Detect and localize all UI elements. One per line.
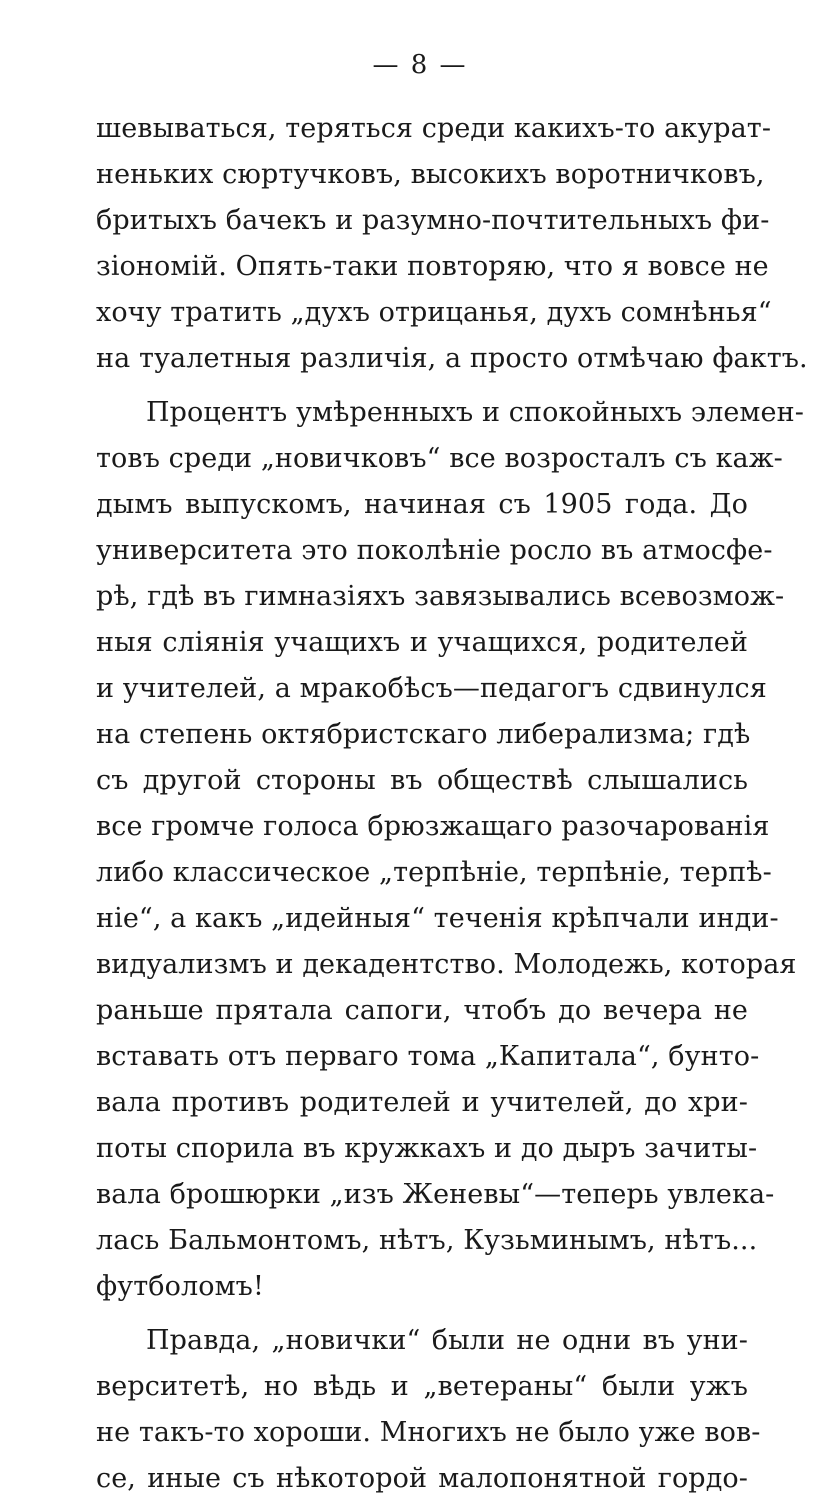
- text-line: вала противъ родителей и учителей, до хри-: [96, 1087, 748, 1118]
- text-line: видуализмъ и декадентство. Молодежь, которая: [96, 949, 797, 980]
- text-line: верситетѣ, но вѣдь и „ветераны“ были ужъ: [96, 1371, 748, 1402]
- text-line: и учителей, а мракобѣсъ—педагогъ сдвинулся: [96, 673, 767, 704]
- text-line: вала брошюрки „изъ Женевы“—теперь увлека-: [96, 1179, 775, 1210]
- text-line: неньких сюртучковъ, высокихъ воротничковъ,: [96, 159, 765, 190]
- text-line: футболомъ!: [96, 1271, 264, 1302]
- text-line: на туалетныя различія, а просто отмѣчаю фактъ.: [96, 343, 808, 374]
- text-line: вставать отъ перваго тома „Капитала“, бунто-: [96, 1041, 760, 1072]
- text-line: зіономій. Опять-таки повторяю, что я вовсе не: [96, 251, 769, 282]
- text-line: ніе“, а какъ „идейныя“ теченія крѣпчали инди-: [96, 903, 779, 934]
- text-line: все громче голоса брюзжащаго разочарованія: [96, 811, 770, 842]
- paragraph: [96, 390, 804, 1310]
- text-line: товъ среди „новичковъ“ все возросталъ съ каж-: [96, 443, 783, 474]
- text-line: ныя сліянія учащихъ и учащихся, родителей: [96, 627, 748, 658]
- text-line: бритыхъ бачекъ и разумно-почтительныхъ фи-: [96, 205, 770, 236]
- text-line: либо классическое „терпѣніе, терпѣніе, терпѣ-: [96, 857, 772, 888]
- text-line: се, иные съ нѣкоторой малопонятной гордо-: [96, 1463, 748, 1494]
- paragraph-gap: [96, 382, 748, 390]
- paragraph-gap: [96, 1310, 748, 1318]
- text-line: шевываться, теряться среди какихъ-то акурат-: [96, 113, 772, 144]
- text-line: Правда, „новички“ были не одни въ уни-: [146, 1325, 748, 1356]
- text-line: раньше прятала сапоги, чтобъ до вечера не: [96, 995, 748, 1026]
- text-line: поты спорила въ кружкахъ и до дыръ зачиты-: [96, 1133, 758, 1164]
- text-line: лась Бальмонтомъ, нѣтъ, Кузьминымъ, нѣтъ...: [96, 1225, 758, 1256]
- text-line: Процентъ умѣренныхъ и спокойныхъ элемен-: [146, 397, 804, 428]
- paragraph: [96, 106, 808, 382]
- text-line: дымъ выпускомъ, начиная съ 1905 года. До: [96, 489, 748, 520]
- text-line: съ другой стороны въ обществѣ слышались: [96, 765, 748, 796]
- text-line: университета это поколѣніе росло въ атмосфе-: [96, 535, 773, 566]
- page-number: — 8 —: [372, 50, 468, 80]
- paragraph: [96, 1318, 761, 1502]
- text-line: рѣ, гдѣ въ гимназіяхъ завязывались всевозмож-: [96, 581, 785, 612]
- text-line: не такъ-то хороши. Многихъ не было уже вов-: [96, 1417, 761, 1448]
- text-line: хочу тратить „духъ отрицанья, духъ сомнѣнья“: [96, 297, 772, 328]
- page-text: [96, 106, 808, 1502]
- text-line: на степень октябристскаго либерализма; гдѣ: [96, 719, 751, 750]
